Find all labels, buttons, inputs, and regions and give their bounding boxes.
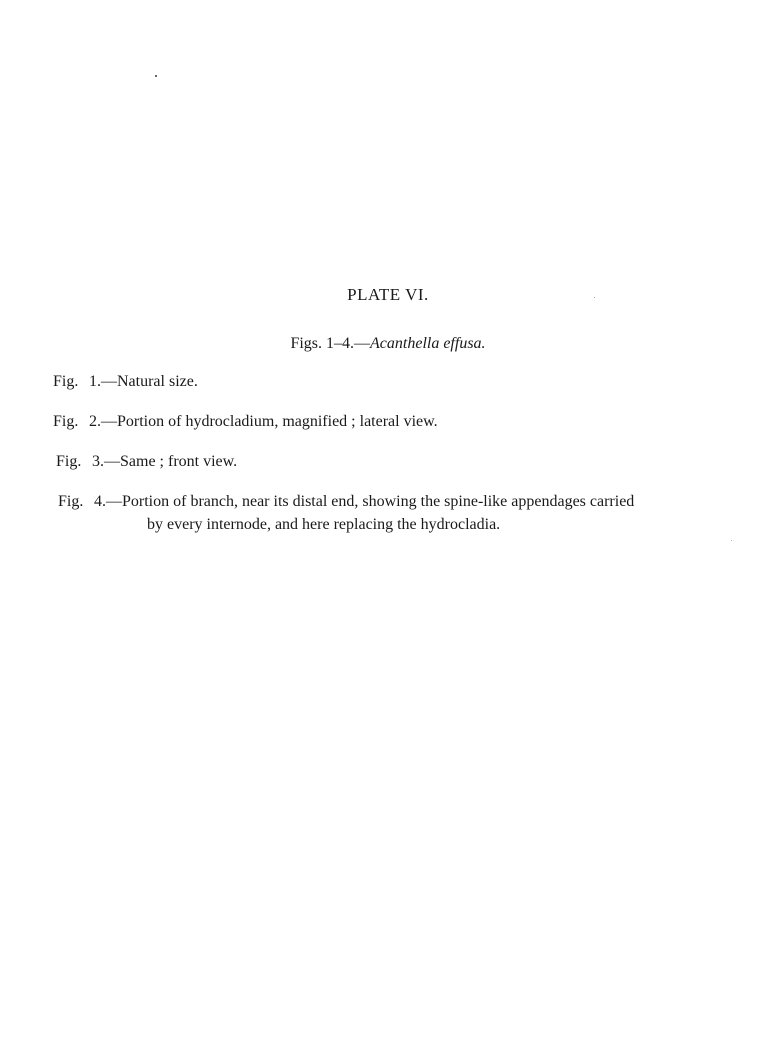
figure-label: Fig. [56,453,82,470]
figs-heading [0,335,776,353]
species-name: Acanthella effusa. [370,335,486,352]
print-speck [155,75,157,77]
caption-text: 3.—Same ; front view. [92,453,238,470]
figure-caption-2 [53,410,438,433]
figure-label: Fig. [53,413,79,430]
figure-caption-3 [56,450,237,473]
caption-text: 2.—Portion of hydrocladium, magnified ; lateral view. [89,413,438,430]
figure-label: Fig. [58,493,84,510]
caption-text: 1.—Natural size. [89,373,198,390]
figs-heading-prefix: Figs. 1–4.— [290,335,371,352]
caption-text: 4.—Portion of branch, near its distal end, showing the spine-like appendages carried [94,493,635,510]
figure-label: Fig. [53,373,79,390]
figure-caption-1 [53,370,198,393]
plate-title: PLATE VI. [347,285,429,304]
figure-caption-4 [58,490,634,536]
caption-continuation: by every internode, and here replacing the hydrocladia. [147,516,501,533]
print-speck [731,540,732,541]
